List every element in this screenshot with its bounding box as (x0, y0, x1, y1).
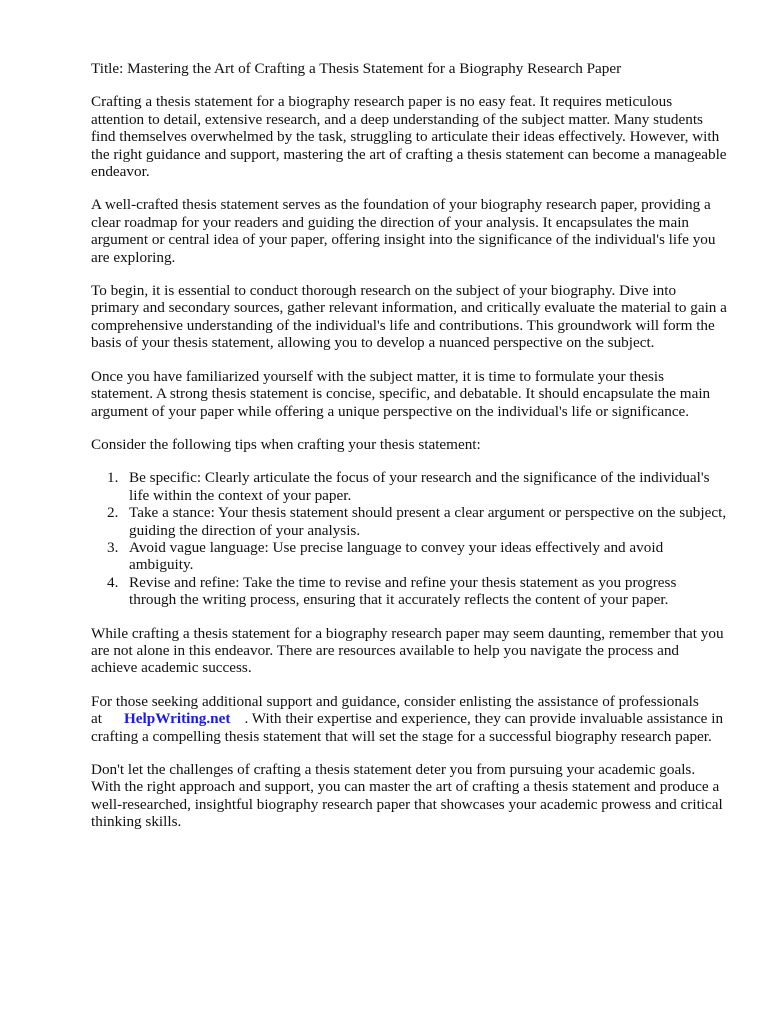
paragraph-research: To begin, it is essential to conduct thorough research on the subject of your biography. Dive into primary and secondary sources, gather relevant information, and critically evaluate the material to gain a comprehensive understanding of the individual's life and contributions. This groundwork will form the basis of your thesis statement, allowing you to develop a nuanced perspective on the subject. (91, 282, 727, 352)
paragraph-closing: Don't let the challenges of crafting a thesis statement deter you from pursuing your academic goals. With the right approach and support, you can master the art of crafting a thesis statement and produce a well-researched, insightful biography research paper that showcases your academic prowess and critical thinking skills. (91, 761, 723, 831)
paragraph-formulate: Once you have familiarized yourself with the subject matter, it is time to formulate your thesis statement. A strong thesis statement is concise, specific, and debatable. It should encapsulate the main argument of your paper while offering a unique perspective on the individual's life or significance. (91, 367, 711, 420)
tips-list (91, 469, 727, 608)
helpwriting-link[interactable]: HelpWriting.net (123, 710, 231, 728)
list-number: 4. (107, 573, 119, 591)
list-item-text: Avoid vague language: Use precise language to convey your ideas effectively and avoid ambiguity. (129, 538, 664, 574)
paragraph-intro: Crafting a thesis statement for a biography research paper is no easy feat. It requires meticulous attention to detail, extensive research, and a deep understanding of the subject matter. Many students find themselves overwhelmed by the task, struggling to articulate their ideas effectively. However, with the right guidance and support, mastering the art of crafting a thesis statement can become a manageable endeavor. (91, 93, 727, 181)
document-title: Title: Mastering the Art of Crafting a Thesis Statement for a Biography Research Paper (91, 60, 622, 77)
list-number: 2. (107, 504, 119, 522)
list-item (91, 469, 727, 504)
support-text-before: For those seeking additional support and guidance, consider enlisting the assistance of professionals at (91, 692, 699, 728)
document-page (91, 60, 727, 847)
paragraph-after-tips: While crafting a thesis statement for a biography research paper may seem daunting, remember that you are not alone in this endeavor. There are resources available to help you navigate the process and achieve academic success. (91, 624, 724, 677)
list-item (91, 574, 727, 609)
list-item (91, 504, 727, 539)
list-item-text: Revise and refine: Take the time to revise and refine your thesis statement as you progress through the writing process, ensuring that it accurately reflects the content of your paper. (129, 573, 677, 609)
list-number: 1. (107, 469, 119, 487)
list-item-text: Take a stance: Your thesis statement should present a clear argument or perspective on the subject, guiding the direction of your analysis. (129, 504, 727, 539)
list-item (91, 539, 727, 574)
paragraph-foundation: A well-crafted thesis statement serves as the foundation of your biography research paper, providing a clear roadmap for your readers and guiding the direction of your analysis. It encapsulates the main argument or central idea of your paper, offering insight into the significance of the individual's life you are exploring. (91, 196, 716, 266)
paragraph-support (91, 693, 727, 745)
support-text-after: . With their expertise and experience, they can provide invaluable assistance in crafting a compelling thesis statement that will set the stage for a successful biography research paper. (91, 710, 724, 745)
list-number: 3. (107, 538, 119, 556)
list-item-text: Be specific: Clearly articulate the focus of your research and the significance of the individual's life within the context of your paper. (129, 469, 710, 504)
paragraph-tips-intro: Consider the following tips when crafting your thesis statement: (91, 435, 481, 453)
